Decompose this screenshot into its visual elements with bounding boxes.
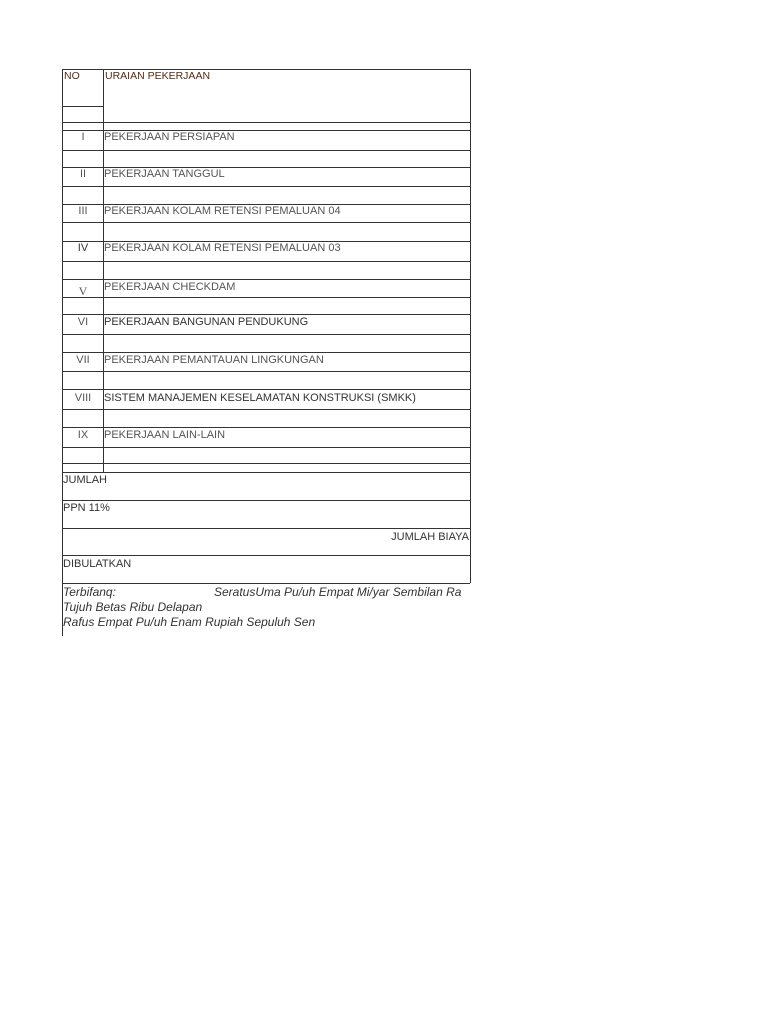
jumlah-label: JUMLAH — [63, 474, 108, 486]
row-number: IX — [77, 429, 89, 441]
row-description: PEKERJAAN TANGGUL — [104, 168, 225, 180]
row-description: PEKERJAAN CHECKDAM — [104, 281, 236, 293]
row-description: PEKERJAAN LAIN-LAIN — [104, 429, 226, 441]
header-no: NO — [64, 70, 80, 82]
terbilang-line-3: Rafus Empat Pu/uh Enam Rupiah Sepuluh Sen — [63, 615, 316, 629]
row-number: I — [81, 131, 85, 143]
dibulatkan-label: DIBULATKAN — [63, 558, 132, 570]
row-number: V — [78, 284, 88, 298]
row-number: III — [78, 205, 88, 217]
row-description: PEKERJAAN KOLAM RETENSI PEMALUAN 03 — [104, 242, 341, 254]
row-description: PEKERJAAN PEMANTAUAN LINGKUNGAN — [104, 354, 324, 366]
jumlah-biaya-label: JUMLAH BIAYA — [391, 531, 469, 543]
row-number: IV — [77, 242, 89, 254]
row-description: PEKERJAAN KOLAM RETENSI PEMALUAN 04 — [104, 205, 341, 217]
row-number: VI — [77, 316, 89, 328]
row-description: SISTEM MANAJEMEN KESELAMATAN KONSTRUKSI (SMKK) — [104, 392, 416, 404]
header-description: URAIAN PEKERJAAN — [105, 70, 211, 82]
row-description: PEKERJAAN BANGUNAN PENDUKUNG — [104, 316, 309, 328]
ppn-label: PPN 11% — [63, 502, 110, 514]
terbilang-line-2: Tujuh Betas Ribu Delapan — [63, 600, 203, 614]
terbilang-line-1: SeratusUma Pu/uh Empat Mi/yar Sembilan Ra — [214, 585, 462, 599]
row-number: VIII — [74, 392, 92, 404]
row-number: II — [79, 168, 87, 180]
row-number: VII — [76, 354, 90, 366]
row-description: PEKERJAAN PERSIAPAN — [104, 131, 235, 143]
terbilang-label: Terbifanq: — [63, 585, 116, 599]
